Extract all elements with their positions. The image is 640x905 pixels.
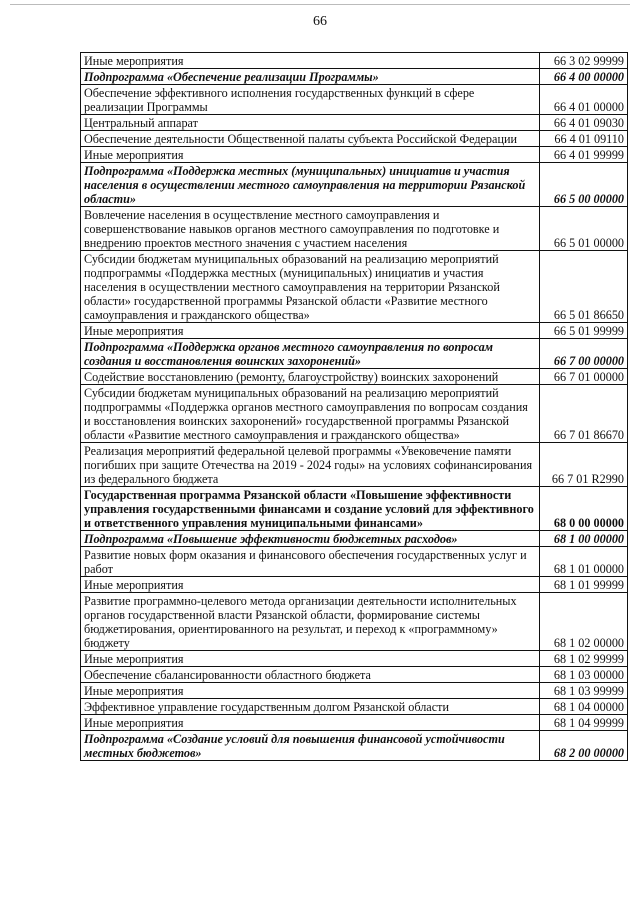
table-row (81, 487, 628, 531)
table-row (81, 683, 628, 699)
row-code: 66 7 01 00000 (540, 369, 628, 385)
row-name: Центральный аппарат (81, 115, 540, 131)
row-name: Иные мероприятия (81, 53, 540, 69)
table-row (81, 207, 628, 251)
row-code: 68 1 00 00000 (540, 531, 628, 547)
row-name: Подпрограмма «Поддержка органов местного самоуправления по вопросам создания и восстановления воинских захоронений» (81, 339, 540, 369)
row-code: 66 5 01 99999 (540, 323, 628, 339)
row-code: 66 7 01 R2990 (540, 443, 628, 487)
table-row (81, 699, 628, 715)
row-code: 66 3 02 99999 (540, 53, 628, 69)
row-code: 68 1 04 99999 (540, 715, 628, 731)
table-row (81, 339, 628, 369)
row-name: Развитие программно-целевого метода организации деятельности исполнительных органов государственной власти Рязанской области, формирование системы бюджетирования, ориентированного на результат, и переход к «программному» бюджету (81, 593, 540, 651)
table-row (81, 531, 628, 547)
row-code: 68 2 00 00000 (540, 731, 628, 761)
top-border-line (10, 4, 630, 5)
row-code: 68 1 04 00000 (540, 699, 628, 715)
row-code: 66 4 01 99999 (540, 147, 628, 163)
table-row (81, 85, 628, 115)
table-body (81, 53, 628, 761)
table-row (81, 147, 628, 163)
row-name: Подпрограмма «Обеспечение реализации Программы» (81, 69, 540, 85)
table-row (81, 115, 628, 131)
row-name: Обеспечение сбалансированности областного бюджета (81, 667, 540, 683)
row-name: Обеспечение деятельности Общественной палаты субъекта Российской Федерации (81, 131, 540, 147)
table-row (81, 323, 628, 339)
row-code: 66 4 01 09030 (540, 115, 628, 131)
row-name: Подпрограмма «Создание условий для повышения финансовой устойчивости местных бюджетов» (81, 731, 540, 761)
table-row (81, 577, 628, 593)
table-row (81, 667, 628, 683)
row-name: Реализация мероприятий федеральной целевой программы «Увековечение памяти погибших при защите Отечества на 2019 - 2024 годы» на условиях софинансирования из федерального бюджета (81, 443, 540, 487)
table-row (81, 443, 628, 487)
row-name: Иные мероприятия (81, 651, 540, 667)
row-code: 66 4 01 00000 (540, 85, 628, 115)
row-code: 66 7 00 00000 (540, 339, 628, 369)
table-row (81, 715, 628, 731)
row-name: Содействие восстановлению (ремонту, благоустройству) воинских захоронений (81, 369, 540, 385)
row-code: 68 1 01 99999 (540, 577, 628, 593)
row-name: Вовлечение населения в осуществление местного самоуправления и совершенствование навыков органов местного самоуправления по подготовке и внедрению проектов местного значения с участием населения (81, 207, 540, 251)
row-code: 68 1 03 99999 (540, 683, 628, 699)
budget-classification-table (80, 52, 628, 761)
row-name: Субсидии бюджетам муниципальных образований на реализацию мероприятий подпрограммы «Поддержка органов местного самоуправления по вопросам создания и восстановления воинских захоронений» государственной программы Рязанской области «Развитие местного самоуправления и гражданского общества» (81, 385, 540, 443)
table-row (81, 593, 628, 651)
row-name: Подпрограмма «Повышение эффективности бюджетных расходов» (81, 531, 540, 547)
page-number: 66 (313, 14, 327, 29)
row-code: 68 0 00 00000 (540, 487, 628, 531)
row-code: 66 5 00 00000 (540, 163, 628, 207)
table-row (81, 163, 628, 207)
row-name: Иные мероприятия (81, 577, 540, 593)
row-code: 68 1 02 00000 (540, 593, 628, 651)
table-row (81, 651, 628, 667)
table-row (81, 547, 628, 577)
table-row (81, 69, 628, 85)
row-code: 68 1 01 00000 (540, 547, 628, 577)
table-row (81, 731, 628, 761)
row-code: 66 4 00 00000 (540, 69, 628, 85)
row-name: Иные мероприятия (81, 323, 540, 339)
row-name: Субсидии бюджетам муниципальных образований на реализацию мероприятий подпрограммы «Поддержка местных (муниципальных) инициатив и участия населения в осуществлении местного самоуправления на территории Рязанской области» государственной программы Рязанской области «Развитие местного самоуправления и гражданского общества» (81, 251, 540, 323)
row-code: 66 7 01 86670 (540, 385, 628, 443)
table-row (81, 385, 628, 443)
row-name: Эффективное управление государственным долгом Рязанской области (81, 699, 540, 715)
table-row (81, 369, 628, 385)
row-name: Подпрограмма «Поддержка местных (муниципальных) инициатив и участия населения в осуществлении местного самоуправления на территории Рязанской области» (81, 163, 540, 207)
row-code: 66 5 01 86650 (540, 251, 628, 323)
row-name: Иные мероприятия (81, 683, 540, 699)
row-code: 66 4 01 09110 (540, 131, 628, 147)
row-name: Иные мероприятия (81, 147, 540, 163)
row-name: Государственная программа Рязанской области «Повышение эффективности управления государственными финансами и создание условий для эффективного и ответственного управления муниципальными финансами» (81, 487, 540, 531)
row-name: Развитие новых форм оказания и финансового обеспечения государственных услуг и работ (81, 547, 540, 577)
row-name: Иные мероприятия (81, 715, 540, 731)
row-code: 66 5 01 00000 (540, 207, 628, 251)
table-row (81, 251, 628, 323)
table-row (81, 53, 628, 69)
row-code: 68 1 02 99999 (540, 651, 628, 667)
row-name: Обеспечение эффективного исполнения государственных функций в сфере реализации Программы (81, 85, 540, 115)
table-row (81, 131, 628, 147)
row-code: 68 1 03 00000 (540, 667, 628, 683)
